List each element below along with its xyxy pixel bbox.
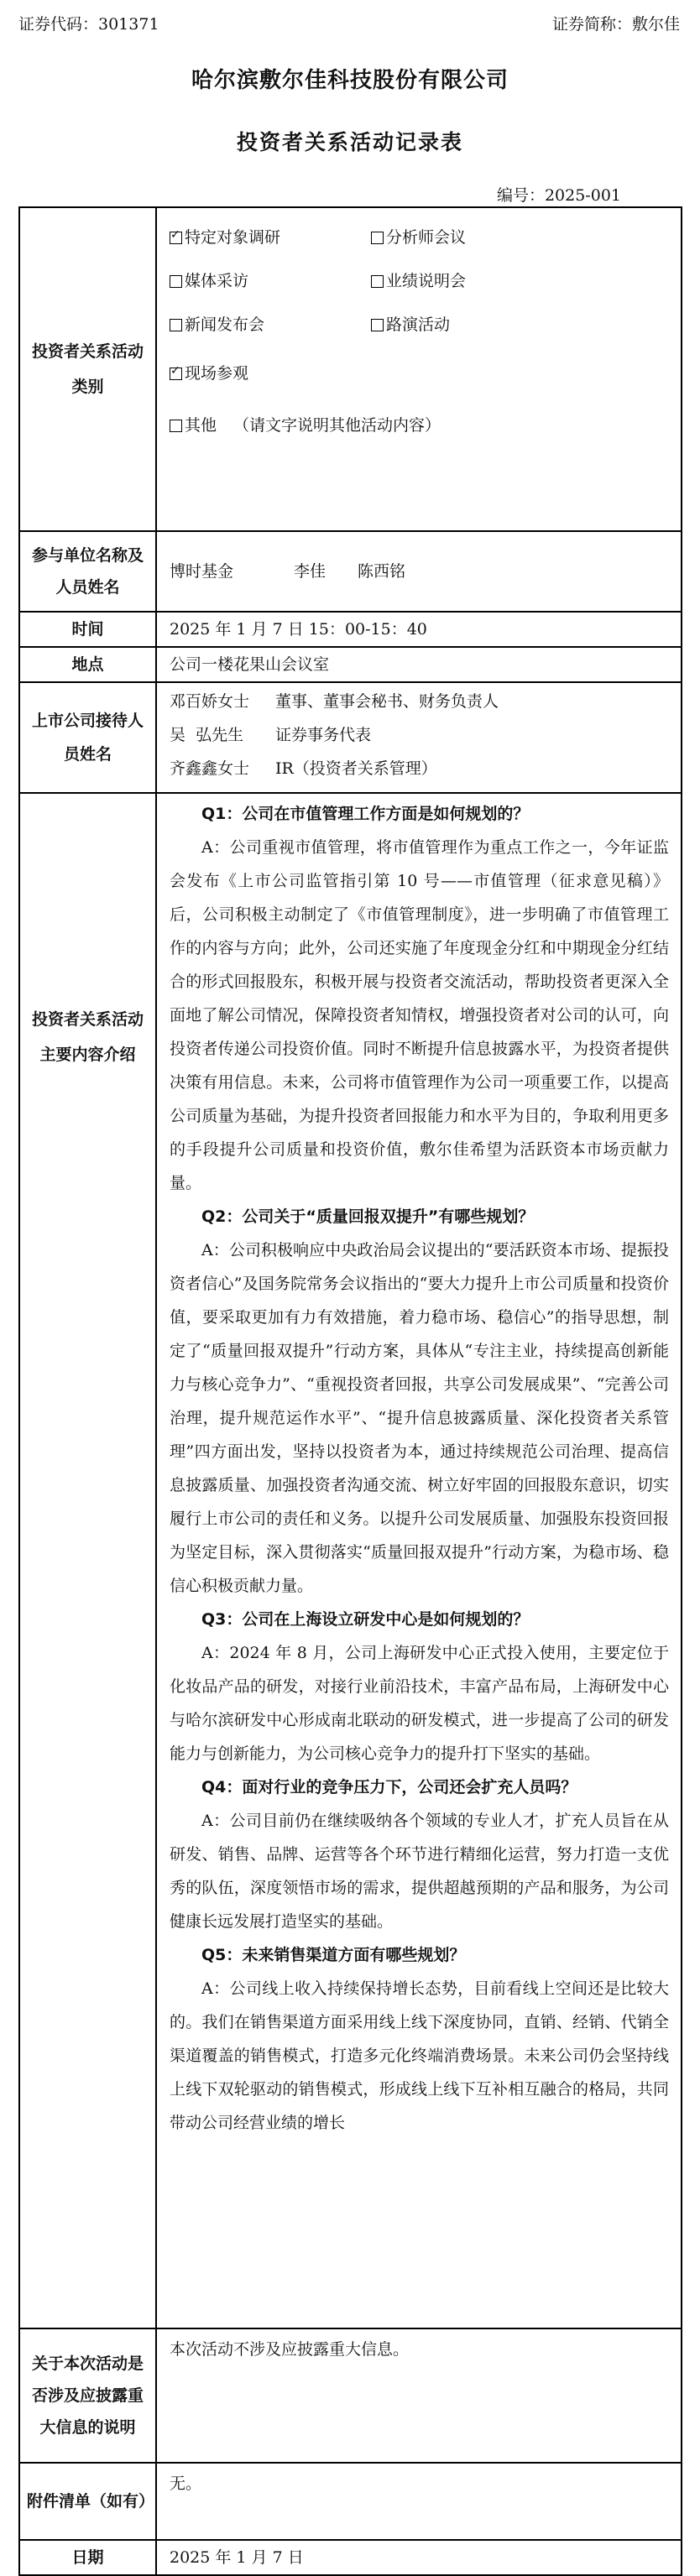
receptionist-item: 邓百娇女士 董事、董事会秘书、财务负责人 <box>170 692 499 711</box>
answer-5: A：公司线上收入持续保持增长态势，目前看线上空间还是比较大的。我们在销售渠道方面采用线上线下深度协同，直销、经销、代销全渠道覆盖的销售模式，打造多元化终端消费场景。未来公司仍会坚持线上线下双轮驱动的销售模式，形成线上线下互补相互融合的格局，共同带动公司经营业绩的增长 <box>170 1979 669 2132</box>
label-participants: 参与单位名称及人员姓名 <box>19 531 156 612</box>
checkbox-checked-icon[interactable] <box>170 232 182 244</box>
option-earnings-call[interactable]: 业绩说明会 <box>371 264 466 298</box>
receptionist-item: 齐鑫鑫女士 IR（投资者关系管理） <box>170 759 437 778</box>
receptionist-item: 吴 弘先生 证券事务代表 <box>170 726 372 744</box>
serial-number: 编号：2025-001 <box>496 186 621 205</box>
question-4: Q4：面对行业的竞争压力下，公司还会扩充人员吗？ <box>201 1778 577 1796</box>
option-other[interactable]: 其他 （请文字说明其他活动内容） <box>170 409 441 442</box>
label-date: 日期 <box>19 2540 156 2575</box>
option-press-conference[interactable]: 新闻发布会 <box>170 308 371 342</box>
question-1: Q1：公司在市值管理工作方面是如何规划的？ <box>201 805 530 823</box>
label-activity-type: 投资者关系活动类别 <box>19 207 156 531</box>
answer-1: A：公司重视市值管理，将市值管理作为重点工作之一，今年证监会发布《上市公司监管指引第 10 号——市值管理（征求意见稿）》后，公司积极主动制定了《市值管理制度》，进一步明确了市值管理工作的内容与方向；此外，公司还实施了年度现金分红和中期现金分红结合的形式回报股东，积极开展与投资者交流活动，帮助投资者更深入全面地了解公司情况，保障投资者知情权，增强投资者对公司的认可，向投资者传递公司投资价值。同时不断提升信息披露水平，为投资者提供决策有用信息。未来，公司将市值管理作为公司一项重要工作，以提高公司质量为基础，为提升投资者回报能力和水平为目的，争取利用更多的手段提升公司质量和投资价值，敷尔佳希望为活跃资本市场贡献力量。 <box>170 838 669 1192</box>
row-time <box>19 612 682 647</box>
row-receptionists <box>19 682 682 793</box>
date-value: 2025 年 1 月 7 日 <box>156 2540 682 2575</box>
stock-code: 证券代码：301371 <box>18 15 159 34</box>
row-activity-type <box>19 207 682 531</box>
checkbox-icon[interactable] <box>371 275 384 288</box>
other-note: （请文字说明其他活动内容） <box>233 416 441 435</box>
location-value: 公司一楼花果山会议室 <box>156 647 682 682</box>
participant-name: 李佳 <box>294 562 326 581</box>
stock-abbreviation: 证券简称：敷尔佳 <box>551 15 680 34</box>
answer-3: A：2024 年 8 月，公司上海研发中心正式投入使用，主要定位于化妆品产品的研发，对接行业前沿技术，丰富产品布局，上海研发中心与哈尔滨研发中心形成南北联动的研发模式，进一步提高了公司的研发能力与创新能力，为公司核心竞争力的提升打下坚实的基础。 <box>170 1644 669 1763</box>
checkbox-icon[interactable] <box>170 420 182 432</box>
row-date <box>19 2540 682 2575</box>
option-analyst-meeting[interactable]: 分析师会议 <box>371 221 466 254</box>
document-title: 投资者关系活动记录表 <box>236 130 463 154</box>
row-main-content <box>19 793 682 2328</box>
checkbox-icon[interactable] <box>170 275 182 288</box>
question-5: Q5：未来销售渠道方面有哪些规划？ <box>201 1946 466 1964</box>
label-location: 地点 <box>19 647 156 682</box>
checkbox-checked-icon[interactable] <box>170 368 182 380</box>
answer-4: A：公司目前仍在继续吸纳各个领域的专业人才，扩充人员旨在从研发、销售、品牌、运营等各个环节进行精细化运营，努力打造一支优秀的队伍，深度领悟市场的需求，提供超越预期的产品和服务，为公司健康长远发展打造坚实的基础。 <box>170 1812 669 1931</box>
option-roadshow[interactable]: 路演活动 <box>371 308 450 342</box>
checkbox-icon[interactable] <box>371 319 384 331</box>
question-2: Q2：公司关于“质量回报双提升”有哪些规划？ <box>201 1207 535 1226</box>
label-main-content: 投资者关系活动主要内容介绍 <box>19 793 156 2328</box>
row-attachments <box>19 2463 682 2540</box>
label-disclosure: 关于本次活动是否涉及应披露重大信息的说明 <box>19 2328 156 2463</box>
record-table <box>18 206 682 2576</box>
row-participants <box>19 531 682 612</box>
option-media-interview[interactable]: 媒体采访 <box>170 264 371 298</box>
time-value: 2025 年 1 月 7 日 15：00-15：40 <box>156 612 682 647</box>
attachments-value: 无。 <box>156 2463 682 2540</box>
row-disclosure <box>19 2328 682 2463</box>
row-location <box>19 647 682 682</box>
participant-name: 陈西铭 <box>358 562 406 581</box>
label-receptionists: 上市公司接待人员姓名 <box>19 682 156 793</box>
checkbox-icon[interactable] <box>170 319 182 331</box>
participant-org: 博时基金 <box>170 562 234 581</box>
option-specific-research[interactable]: ✓ 特定对象调研 <box>170 221 371 254</box>
option-site-visit[interactable]: ✓ 现场参观 <box>170 357 371 390</box>
label-time: 时间 <box>19 612 156 647</box>
disclosure-value: 本次活动不涉及应披露重大信息。 <box>156 2328 682 2463</box>
participants-value <box>156 531 682 612</box>
receptionists-list <box>156 682 682 793</box>
label-attachments: 附件清单（如有） <box>19 2463 156 2540</box>
company-name: 哈尔滨敷尔佳科技股份有限公司 <box>191 68 509 93</box>
question-3: Q3：公司在上海设立研发中心是如何规划的？ <box>201 1610 530 1629</box>
answer-2: A：公司积极响应中央政治局会议提出的“要活跃资本市场、提振投资者信心”及国务院常务会议指出的“要大力提升上市公司质量和投资价值，要采取更加有力有效措施，着力稳市场、稳信心”的指导思想，制定了“质量回报双提升”行动方案，具体从“专注主业，持续提高创新能力与核心竞争力”、“重视投资者回报，共享公司发展成果”、“完善公司治理，提升规范运作水平”、“提升信息披露质量、深化投资者关系管理”四方面出发，坚持以投资者为本，通过持续规范公司治理、提高信息披露质量、加强投资者沟通交流、树立好牢固的回报股东意识，切实履行上市公司的责任和义务。以提升公司发展质量、加强股东投资回报为坚定目标，深入贯彻落实“质量回报双提升”行动方案，为稳市场、稳信心积极贡献力量。 <box>170 1241 669 1595</box>
activity-type-options <box>156 207 682 531</box>
qa-content <box>156 793 682 2328</box>
checkbox-icon[interactable] <box>371 232 384 244</box>
